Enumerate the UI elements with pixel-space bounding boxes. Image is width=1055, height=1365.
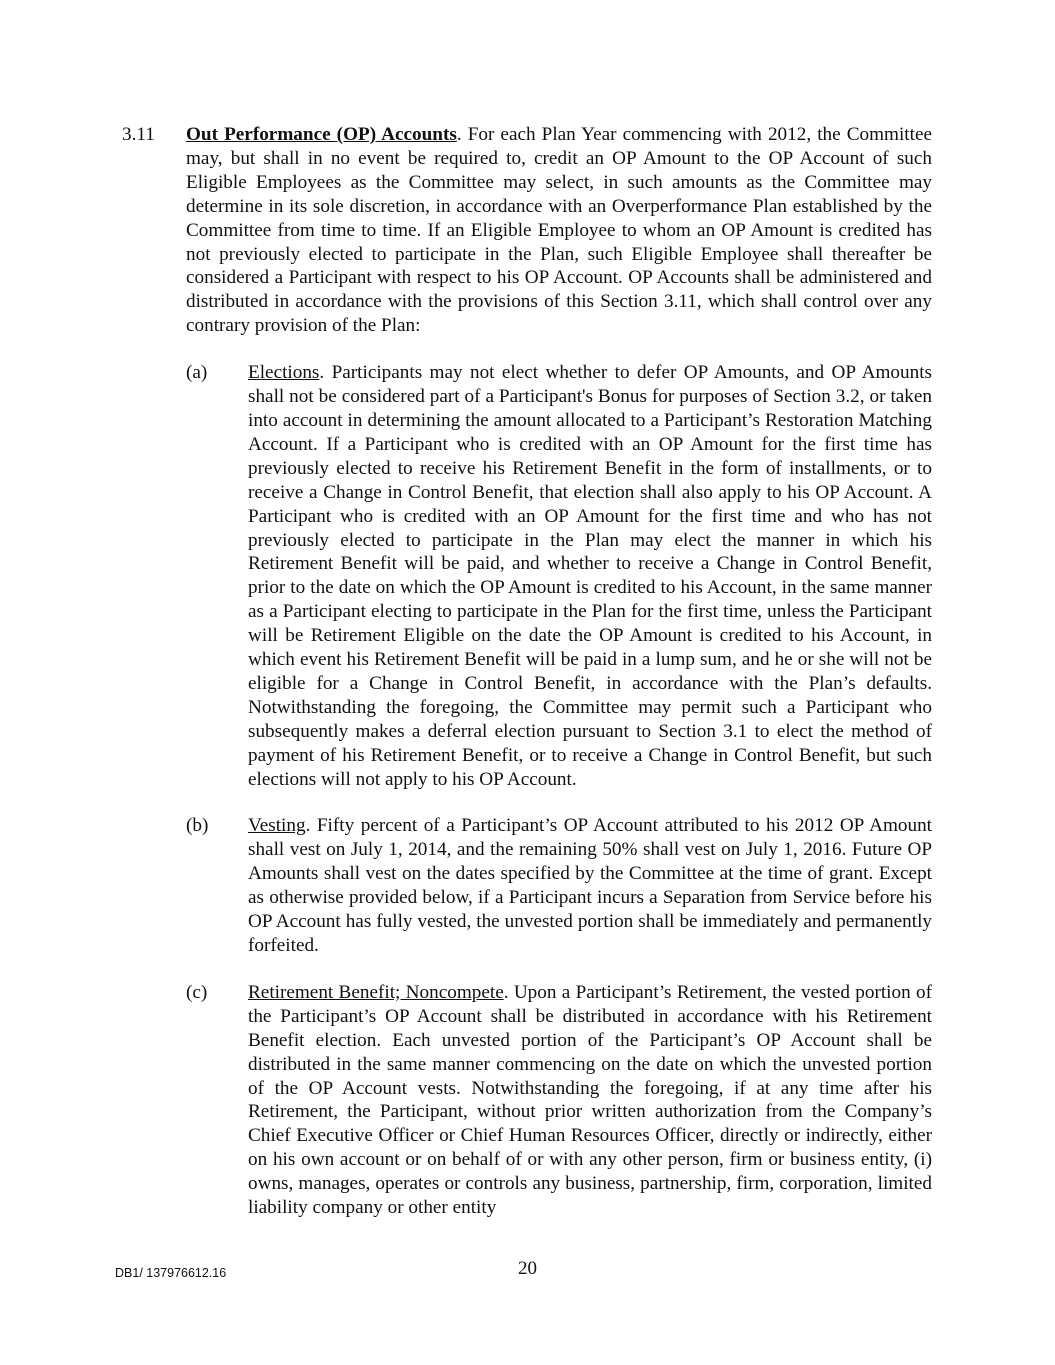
subsection-label: (b)	[186, 815, 209, 837]
subsection-heading: Vesting	[248, 815, 306, 837]
subsection-label: (a)	[186, 362, 208, 384]
section-paragraph	[186, 123, 932, 338]
subsection-c	[186, 981, 932, 1220]
subsection-body-text: . Upon a Participant’s Retirement, the vested portion of the Participant’s OP Account shall be distributed in accordance with his Retirement Benefit election. Each unvested portion of the Participant’s OP Account shall be distributed in the same manner commencing on the date on which the unvested portion of the OP Account vests. Notwithstanding the foregoing, if at any time after his Retirement, the Participant, without prior written authorization from the Company’s Chief Executive Officer or Chief Human Resources Officer, directly or indirectly, either on his own account or on behalf of or with any other person, firm or business entity, (i) owns, manages, operates or controls any business, partnership, firm, corporation, limited liability company or other entity	[248, 981, 932, 1219]
subsection-paragraph	[248, 361, 932, 791]
section-heading: Out Performance (OP) Accounts	[186, 124, 457, 145]
subsection-body-text: . Participants may not elect whether to defer OP Amounts, and OP Amounts shall not be considered part of a Participant's Bonus for purposes of Section 3.2, or taken into account in determining the amount allocated to a Participant’s Restoration Matching Account. If a Participant who is credited with an OP Amount for the first time has previously elected to receive his Retirement Benefit in the form of installments, or to receive a Change in Control Benefit, that election shall also apply to his OP Account. A Participant who is credited with an OP Amount for the first time and who has not previously elected to participate in the Plan may elect the manner in which his Retirement Benefit will be paid, and whether to receive a Change in Control Benefit, prior to the date on which the OP Amount is credited to his Account, in the same manner as a Participant electing to participate in the Plan for the first time, unless the Participant will be Retirement Eligible on the date the OP Amount is credited to his Account, in which event his Retirement Benefit will be paid in a lump sum, and he or she will not be eligible for a Change in Control Benefit, in accordance with the Plan’s defaults. Notwithstanding the foregoing, the Committee may permit such a Participant who subsequently makes a deferral election pursuant to Section 3.1 to elect the method of payment of his Retirement Benefit, or to receive a Change in Control Benefit, but such elections will not apply to his OP Account.	[248, 362, 932, 790]
document-id: DB1/ 137976612.16	[115, 1266, 227, 1280]
subsection-paragraph	[248, 981, 932, 1220]
subsection-heading: Elections	[248, 362, 320, 384]
section-number: 3.11	[122, 124, 155, 145]
subsection-b	[186, 814, 932, 957]
subsection-a	[186, 361, 932, 791]
page-number: 20	[518, 1258, 537, 1279]
subsection-body-text: . Fifty percent of a Participant’s OP Account attributed to his 2012 OP Amount shall vest on July 1, 2014, and the remaining 50% shall vest on July 1, 2016. Future OP Amounts shall vest on the dates specified by the Committee at the time of grant. Except as otherwise provided below, if a Participant incurs a Separation from Service before his OP Account has fully vested, the unvested portion shall be immediately and permanently forfeited.	[248, 815, 932, 956]
subsection-heading: Retirement Benefit; Noncompete	[248, 981, 504, 1003]
section-body-text: . For each Plan Year commencing with 2012, the Committee may, but shall in no event be required to, credit an OP Amount to the OP Account of such Eligible Employees as the Committee may select, in such amounts as the Committee may determine in its sole discretion, in accordance with an Overperformance Plan established by the Committee from time to time. If an Eligible Employee to whom an OP Amount is credited has not previously elected to participate in the Plan, such Eligible Employee shall thereafter be considered a Participant with respect to his OP Account. OP Accounts shall be administered and distributed in accordance with the provisions of this Section 3.11, which shall control over any contrary provision of the Plan:	[186, 124, 932, 337]
section-3-11	[122, 123, 932, 1220]
subsection-label: (c)	[186, 981, 208, 1003]
subsection-paragraph	[248, 814, 932, 957]
